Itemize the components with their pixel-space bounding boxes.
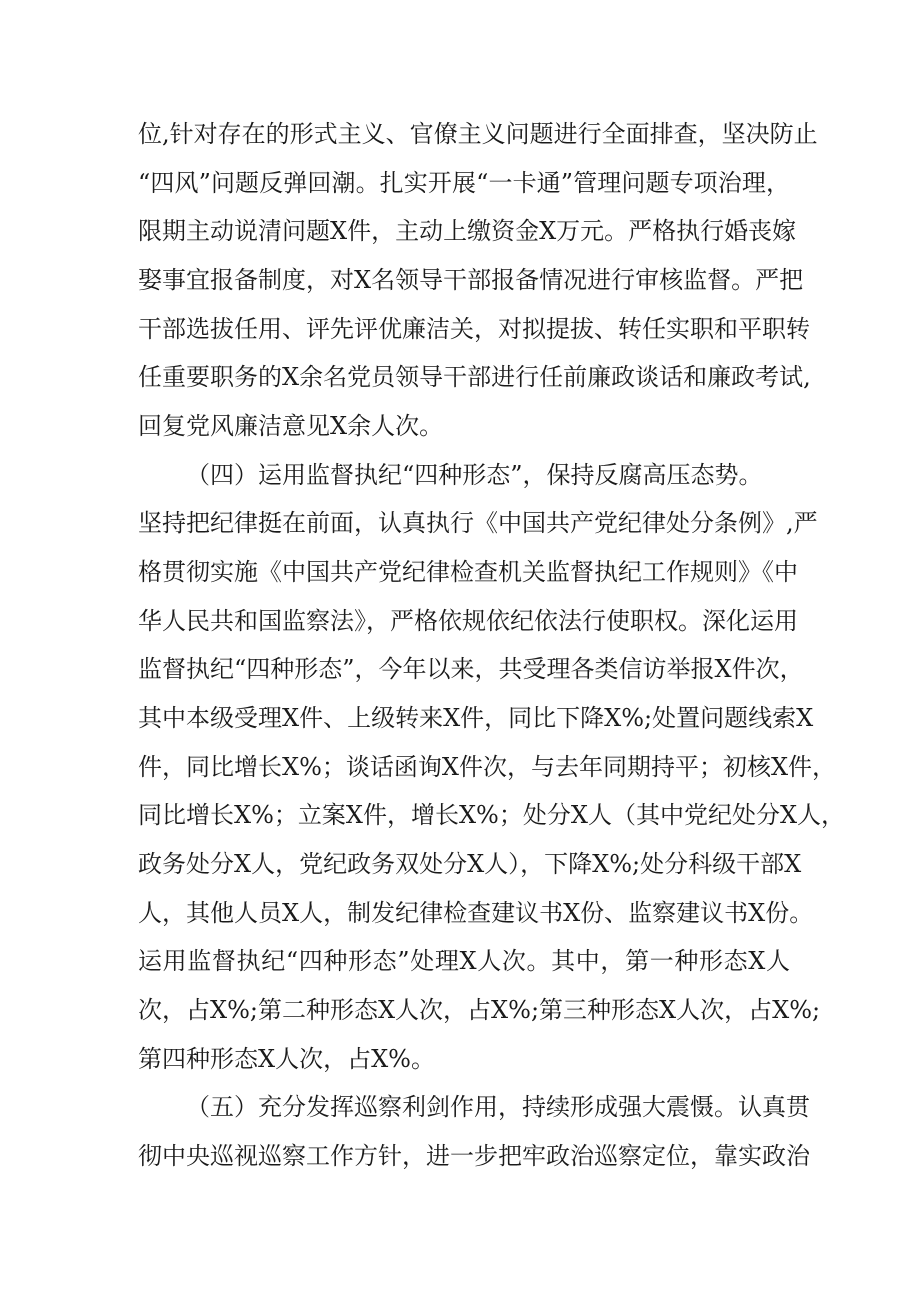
text-line-13: 其中本级受理X件、上级转来X件，同比下降X%;处置问题线索X (138, 704, 814, 732)
text-line-14: 件，同比增长X%；谈话函询X件次，与去年同期持平；初核X件， (138, 753, 837, 781)
text-line-2: “四风”问题反弹回潮。扎实开展“一卡通”管理问题专项治理， (138, 169, 790, 197)
text-line-18: 运用监督执纪“四种形态”处理X人次。其中，第一种形态X人 (138, 947, 790, 975)
text-line-16: 政务处分X人，党纪政务双处分X人），下降X%;处分科级干部X (138, 850, 802, 878)
text-line-5: 干部选拔任用、评先评优廉洁关，对拟提拔、转任实职和平职转 (138, 315, 810, 343)
text-line-19: 次，占X%;第二种形态X人次，占X%;第三种形态X人次，占X%; (138, 996, 821, 1024)
text-line-10: 格贯彻实施《中国共产党纪律检查机关监督执纪工作规则》《中 (138, 558, 798, 586)
text-line-6: 任重要职务的X余名党员领导干部进行任前廉政谈话和廉政考试, (138, 363, 811, 391)
text-line-3: 限期主动说清问题X件，主动上缴资金X万元。严格执行婚丧嫁 (138, 217, 797, 245)
text-line-20: 第四种形态X人次，占X%。 (138, 1045, 435, 1073)
text-line-17: 人，其他人员X人，制发纪律检查建议书X份、监察建议书X份。 (138, 899, 814, 927)
text-line-22: 彻中央巡视巡察工作方针，进一步把牢政治巡察定位，靠实政治 (138, 1142, 810, 1170)
text-line-9: 坚持把纪律挺在前面，认真执行《中国共产党纪律处分条例》,严 (138, 509, 818, 537)
section-heading-5: （五）充分发挥巡察利剑作用，持续形成强大震慑。认真贯 (186, 1093, 810, 1121)
text-line-11: 华人民共和国监察法》，严格依规依纪依法行使职权。深化运用 (138, 607, 798, 635)
text-line-15: 同比增长X%；立案X件，增长X%；处分X人（其中党纪处分X人， (138, 801, 846, 829)
text-line-12: 监督执纪“四种形态”，今年以来，共受理各类信访举报X件次， (138, 655, 804, 683)
text-line-7: 回复党风廉洁意见X余人次。 (138, 412, 444, 440)
text-line-1: 位,针对存在的形式主义、官僚主义问题进行全面排查，坚决防止 (138, 120, 818, 148)
text-line-4: 娶事宜报备制度，对X名领导干部报备情况进行审核监督。严把 (138, 266, 804, 294)
section-heading-4: （四）运用监督执纪“四种形态”，保持反腐高压态势。 (186, 461, 763, 489)
